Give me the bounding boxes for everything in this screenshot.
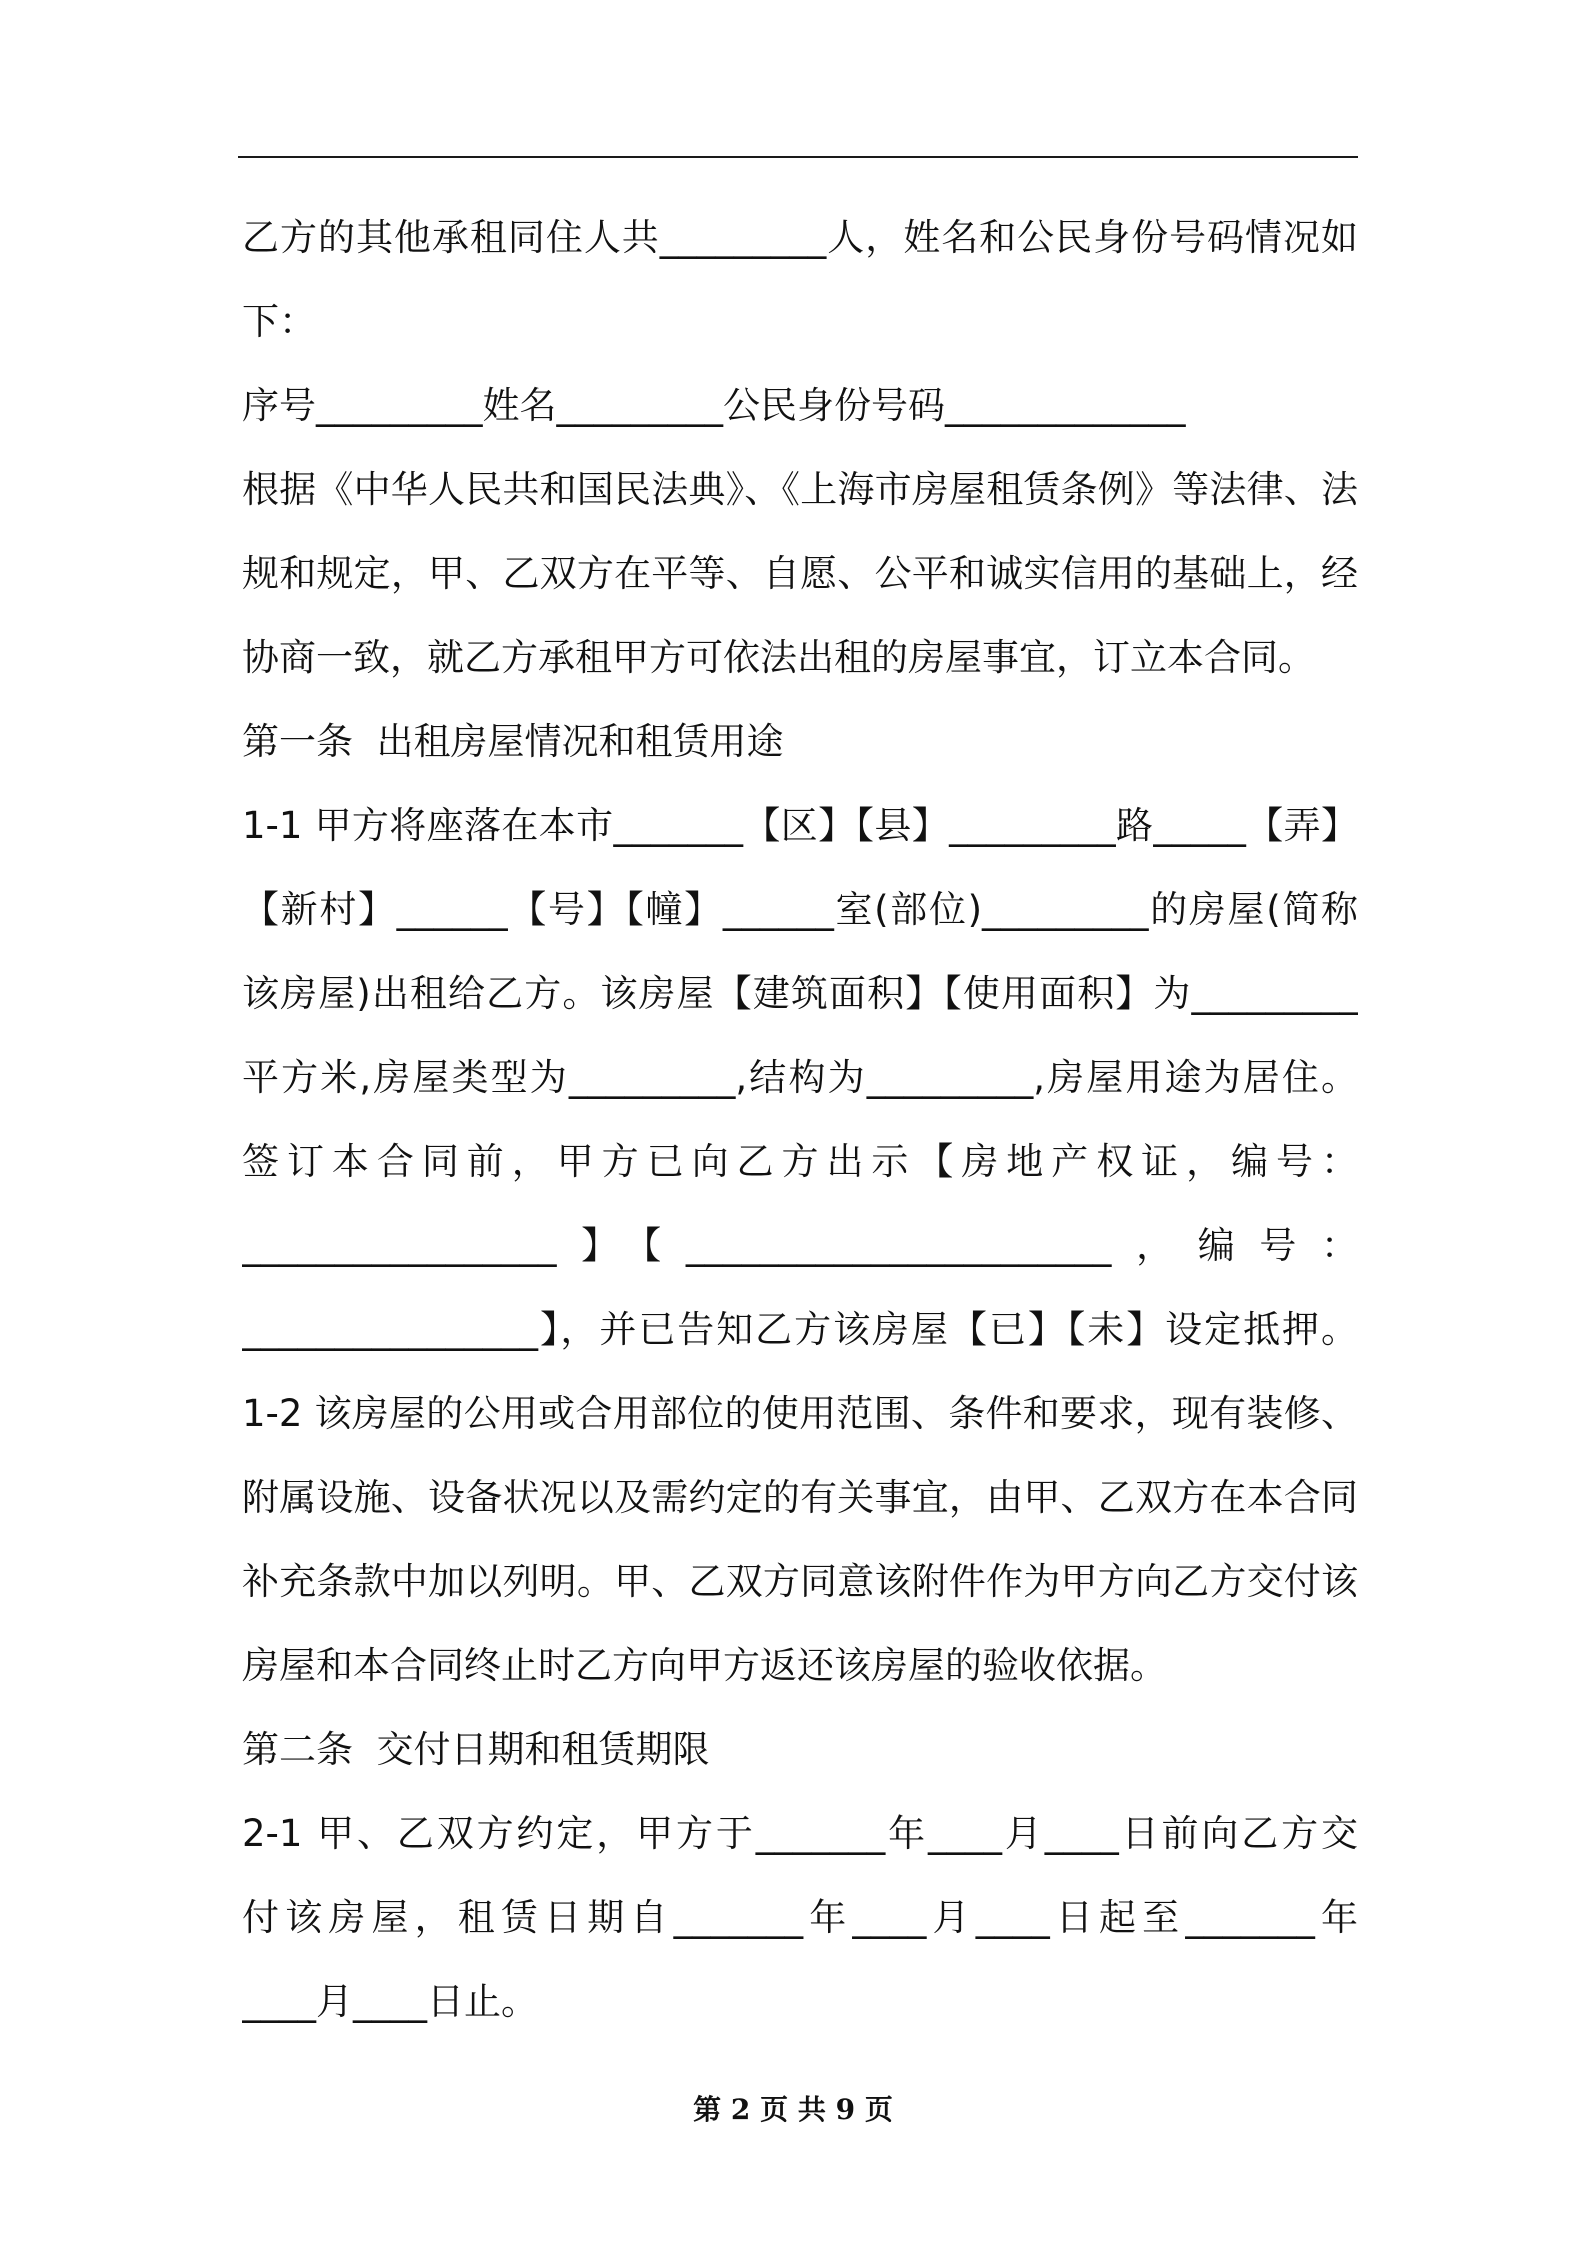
page-number-footer: 第 2 页 共 9 页 <box>693 2093 893 2126</box>
text-line: 平方米,房屋类型为_________,结构为_________,房屋用途为居住。 <box>242 1056 1358 1099</box>
text-line: 2-1 甲、乙双方约定，甲方于_______年____月____日前向乙方交 <box>242 1812 1358 1855</box>
header-rule <box>238 156 1358 158</box>
text-line: 补充条款中加以列明。甲、乙双方同意该附件作为甲方向乙方交付该 <box>242 1560 1358 1603</box>
text-line: 根据《中华人民共和国民法典》、《上海市房屋租赁条例》等法律、法 <box>242 468 1358 511</box>
text-line: ____月____日止。 <box>242 1980 538 2023</box>
text-line: 协商一致，就乙方承租甲方可依法出租的房屋事宜，订立本合同。 <box>242 636 1315 679</box>
text-line: ________________】，并已告知乙方该房屋【已】【未】设定抵押。 <box>242 1308 1358 1351</box>
text-line: 该房屋)出租给乙方。该房屋【建筑面积】【使用面积】为_________ <box>242 972 1358 1015</box>
contract-body <box>242 196 1358 2044</box>
text-line: 【新村】______【号】【幢】______室(部位)_________的房屋(简称 <box>242 888 1358 931</box>
text-line: 房屋和本合同终止时乙方向甲方返还该房屋的验收依据。 <box>242 1644 1167 1687</box>
text-line: 乙方的其他承租同住人共_________人，姓名和公民身份号码情况如 <box>242 216 1358 259</box>
text-line: 附属设施、设备状况以及需约定的有关事宜，由甲、乙双方在本合同 <box>242 1476 1358 1519</box>
section-heading: 第二条 交付日期和租赁期限 <box>242 1728 710 1771</box>
text-line: 规和规定，甲、乙双方在平等、自愿、公平和诚实信用的基础上，经 <box>242 552 1358 595</box>
text-line: 下： <box>242 300 316 343</box>
section-heading: 第一条 出租房屋情况和租赁用途 <box>242 720 784 763</box>
text-line: 1-1 甲方将座落在本市_______【区】【县】_________路_____【弄】 <box>242 804 1358 847</box>
text-line: 付该房屋，租赁日期自_______年____月____日起至_______年 <box>242 1896 1358 1939</box>
text-line: 序号_________姓名_________公民身份号码_____________ <box>242 384 1186 427</box>
text-line: _________________】【_______________________，编号： <box>242 1224 1358 1267</box>
text-line: 签订本合同前，甲方已向乙方出示【房地产权证，编号： <box>242 1140 1358 1183</box>
text-line: 1-2 该房屋的公用或合用部位的使用范围、条件和要求，现有装修、 <box>242 1392 1358 1435</box>
